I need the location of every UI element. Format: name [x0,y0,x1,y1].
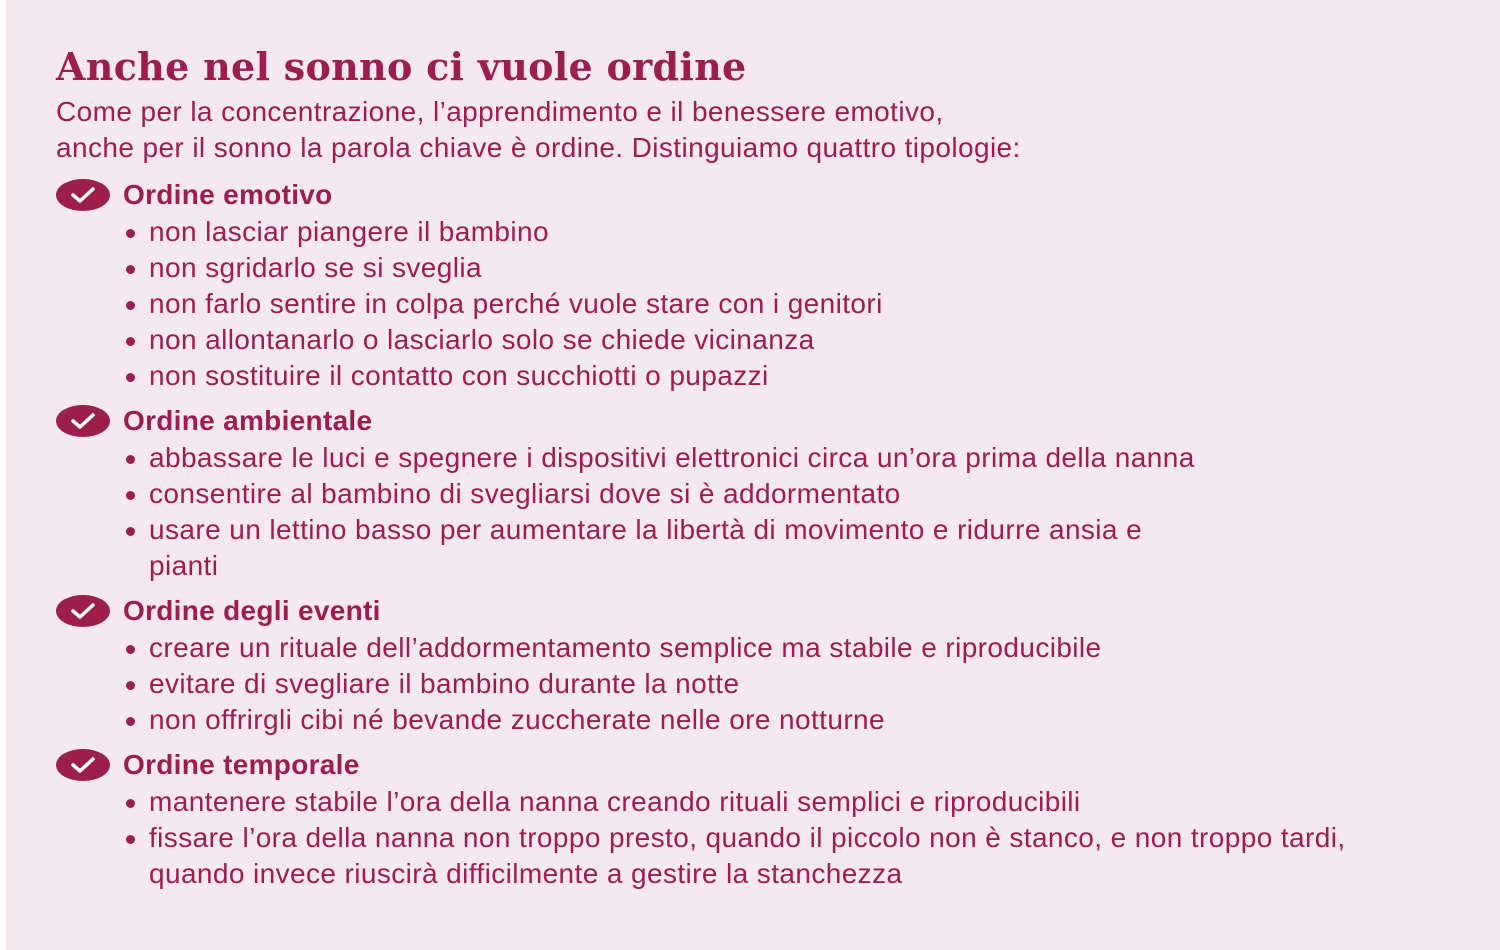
check-circle-icon [56,749,110,781]
section-title: Ordine emotivo [123,179,333,210]
check-circle-icon [56,595,110,627]
check-circle-icon [56,405,110,437]
list-item: creare un rituale dell’addormentamento semplice ma stabile e riproducibile [123,630,1476,666]
list-item: abbassare le luci e spegnere i dispositivi elettronici circa un’ora prima della nanna [123,440,1239,476]
section-title: Ordine ambientale [123,405,373,436]
section-header [56,592,1476,630]
intro-line-2: anche per il sonno la parola chiave è ordine. Distinguiamo quattro tipologie: [56,132,1021,163]
bullet-list [56,784,1476,892]
bullet-list [56,440,1303,584]
section-header [56,402,1476,440]
list-item: non sostituire il contatto con succhiotti o pupazzi [123,358,1476,394]
list-item: fissare l’ora della nanna non troppo presto, quando il piccolo non è stanco, e non troppo tardi, quando invece riuscirà difficilmente a gestire la stanchezza [123,820,1409,892]
page-title: Anche nel sonno ci vuole ordine [56,44,747,89]
info-box [6,0,1500,950]
list-item: mantenere stabile l’ora della nanna creando rituali semplici e riproducibili [123,784,1476,820]
section-header [56,176,1476,214]
check-circle-icon [56,179,110,211]
section-ordine-temporale [56,746,1476,892]
list-item: usare un lettino basso per aumentare la libertà di movimento e ridurre ansia e pianti [123,512,1209,584]
list-item: non farlo sentire in colpa perché vuole stare con i genitori [123,286,1476,322]
list-item: evitare di svegliare il bambino durante la notte [123,666,1476,702]
list-item: non offrirgli cibi né bevande zuccherate nelle ore notturne [123,702,1476,738]
list-item: non allontanarlo o lasciarlo solo se chiede vicinanza [123,322,1476,358]
section-title: Ordine degli eventi [123,595,381,626]
list-item: consentire al bambino di svegliarsi dove si è addormentato [123,476,1303,512]
list-item: non lasciar piangere il bambino [123,214,1476,250]
section-ordine-ambientale [56,402,1476,584]
section-ordine-degli-eventi [56,592,1476,738]
list-item: non sgridarlo se si sveglia [123,250,1476,286]
section-ordine-emotivo [56,176,1476,394]
content [56,42,1476,900]
intro-text [56,94,1476,166]
section-header [56,746,1476,784]
bullet-list [56,630,1476,738]
sections-list [56,176,1476,892]
intro-line-1: Come per la concentrazione, l’apprendimento e il benessere emotivo, [56,96,944,127]
section-title: Ordine temporale [123,749,360,780]
bullet-list [56,214,1476,394]
